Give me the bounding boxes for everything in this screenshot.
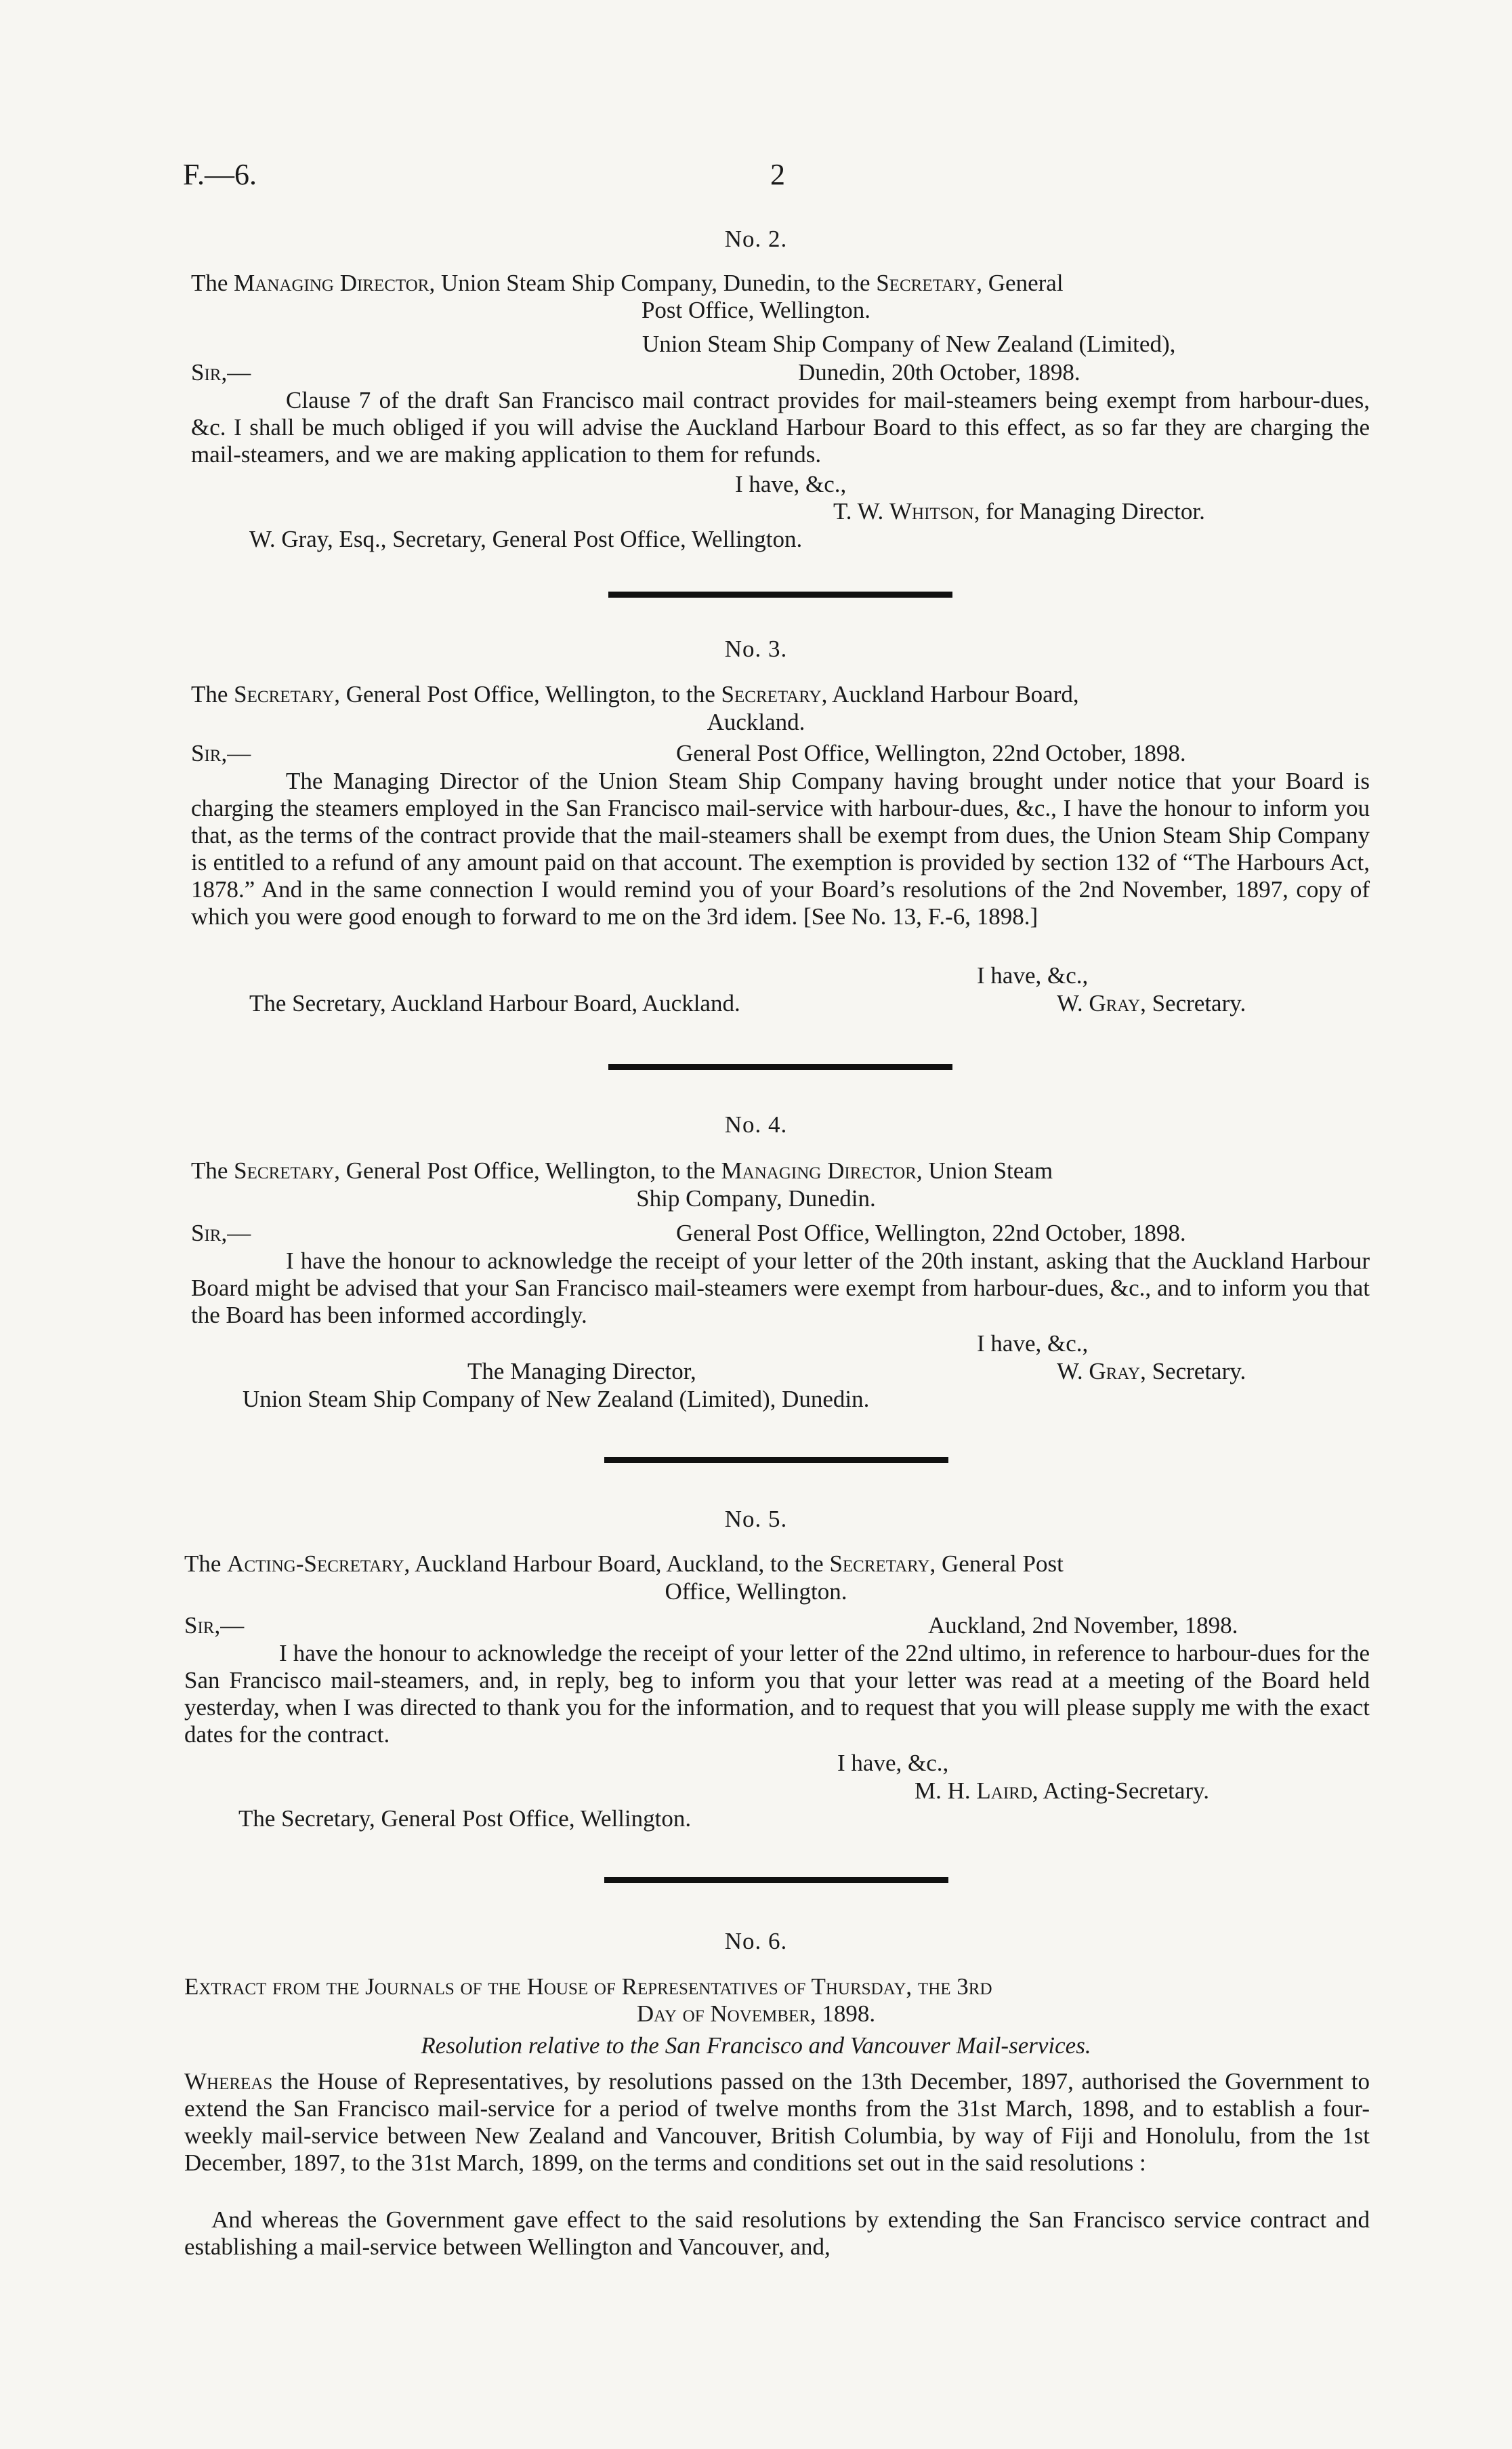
section-divider (604, 1457, 948, 1463)
letter-4-salutation: Sir,— (191, 1220, 251, 1246)
letter-4-closing: I have, &c., (977, 1330, 1089, 1357)
section-divider (604, 1877, 948, 1883)
letter-5-closing: I have, &c., (837, 1750, 949, 1776)
section-divider (608, 1064, 952, 1070)
letter-4-address: General Post Office, Wellington, 22nd October, 1898. (676, 1220, 1186, 1246)
letter-3-number: No. 3. (724, 636, 788, 662)
letter-5-number: No. 5. (724, 1506, 788, 1532)
letter-3-heading: The Secretary, General Post Office, Wellington, to the Secretary, Auckland Harbour Board, (191, 681, 1079, 707)
item-6-paragraph-1: Whereas the House of Representatives, by resolutions passed on the 13th December, 1897, authorised the Government to extend the San Francisco mail-service for a period of twelve months from the 31st March, 1898, and to establish a four-weekly mail-service between New Zealand and Vancouver, British Columbia, by way of Fiji and Honolulu, from the 1st December, 1897, to the 31st March, 1899, on the terms and conditions set out in the said resolutions : (184, 2068, 1370, 2176)
letter-3-heading-line2: Auckland. (707, 709, 805, 735)
item-6-paragraph-2: And whereas the Government gave effect to the said resolutions by extending the San Francisco service contract and establishing a mail-service between Wellington and Vancouver, and, (184, 2206, 1370, 2260)
section-divider (608, 592, 952, 598)
letter-2-salutation: Sir,— (191, 359, 251, 386)
letter-2-closing: I have, &c., (735, 471, 847, 497)
letter-3-addressee: The Secretary, Auckland Harbour Board, Auckland. (249, 990, 740, 1016)
letter-2-heading-line2: Post Office, Wellington. (641, 297, 871, 323)
letter-5-address: Auckland, 2nd November, 1898. (928, 1612, 1238, 1639)
letter-4-number: No. 4. (724, 1111, 788, 1138)
letter-2-address-line2: Dunedin, 20th October, 1898. (798, 359, 1080, 386)
letter-5-heading: The Acting-Secretary, Auckland Harbour Board, Auckland, to the Secretary, General Post (184, 1550, 1064, 1577)
letter-2-heading: The Managing Director, Union Steam Ship Company, Dunedin, to the Secretary, General (191, 270, 1064, 296)
letter-3-salutation: Sir,— (191, 740, 251, 766)
letter-4-body: I have the honour to acknowledge the receipt of your letter of the 20th instant, asking that the Auckland Harbour Board might be advised that your San Francisco mail-steamers were exempt from harbour-dues, &c., and to inform you that the Board has been informed accordingly. (191, 1248, 1370, 1328)
letter-4-signature: W. Gray, Secretary. (1057, 1358, 1246, 1384)
letter-4-heading-line2: Ship Company, Dunedin. (636, 1185, 876, 1212)
letter-2-number: No. 2. (724, 226, 788, 252)
letter-2-address-line1: Union Steam Ship Company of New Zealand (Limited), (642, 331, 1176, 357)
series-label: F.—6. (183, 158, 257, 191)
page-number: 2 (770, 158, 785, 191)
item-6-title-line2: Day of November, 1898. (636, 2000, 876, 2027)
letter-5-addressee: The Secretary, General Post Office, Wellington. (238, 1805, 692, 1832)
item-6-subtitle: Resolution relative to the San Francisco and Vancouver Mail-services. (421, 2032, 1091, 2059)
letter-5-signature: M. H. Laird, Acting-Secretary. (915, 1777, 1210, 1804)
letter-2-body: Clause 7 of the draft San Francisco mail contract provides for mail-steamers being exempt from harbour-dues, &c. I shall be much obliged if you will advise the Auckland Harbour Board to this effect, as so far they are charging the mail-steamers, and we are making application to them for refunds. (191, 387, 1370, 468)
letter-3-address: General Post Office, Wellington, 22nd October, 1898. (676, 740, 1186, 766)
letter-4-addressee-line2: Union Steam Ship Company of New Zealand (Limited), Dunedin. (243, 1386, 870, 1412)
letter-4-heading: The Secretary, General Post Office, Wellington, to the Managing Director, Union Steam (191, 1157, 1053, 1184)
letter-2-addressee: W. Gray, Esq., Secretary, General Post Office, Wellington. (249, 526, 803, 552)
item-6-number: No. 6. (724, 1928, 788, 1954)
letter-2-signature: T. W. Whitson, for Managing Director. (833, 498, 1205, 524)
letter-5-body: I have the honour to acknowledge the receipt of your letter of the 22nd ultimo, in reference to harbour-dues for the San Francisco mail-steamers, and, in reply, beg to inform you that your letter was read at a meeting of the Board held yesterday, when I was directed to thank you for the information, and to request that you will please supply me with the exact dates for the contract. (184, 1640, 1370, 1748)
letter-5-salutation: Sir,— (184, 1612, 245, 1639)
item-6-title: Extract from the Journals of the House of Representatives of Thursday, the 3rd (184, 1973, 992, 2000)
letter-3-closing: I have, &c., (977, 962, 1089, 989)
letter-3-body: The Managing Director of the Union Steam Ship Company having brought under notice that your Board is charging the steamers employed in the San Francisco mail-service with harbour-dues, &c., I have the honour to inform you that, as the terms of the contract provide that the mail-steamers shall be exempt from dues, the Union Steam Ship Company is entitled to a refund of any amount paid on that account. The exemption is provided by section 132 of “The Harbours Act, 1878.” And in the same connection I would remind you of your Board’s resolutions of the 2nd November, 1897, copy of which you were good enough to forward to me on the 3rd idem. [See No. 13, F.-6, 1898.] (191, 768, 1370, 930)
letter-3-signature: W. Gray, Secretary. (1057, 990, 1246, 1016)
letter-4-addressee-line1: The Managing Director, (467, 1358, 696, 1384)
letter-5-heading-line2: Office, Wellington. (665, 1578, 847, 1605)
